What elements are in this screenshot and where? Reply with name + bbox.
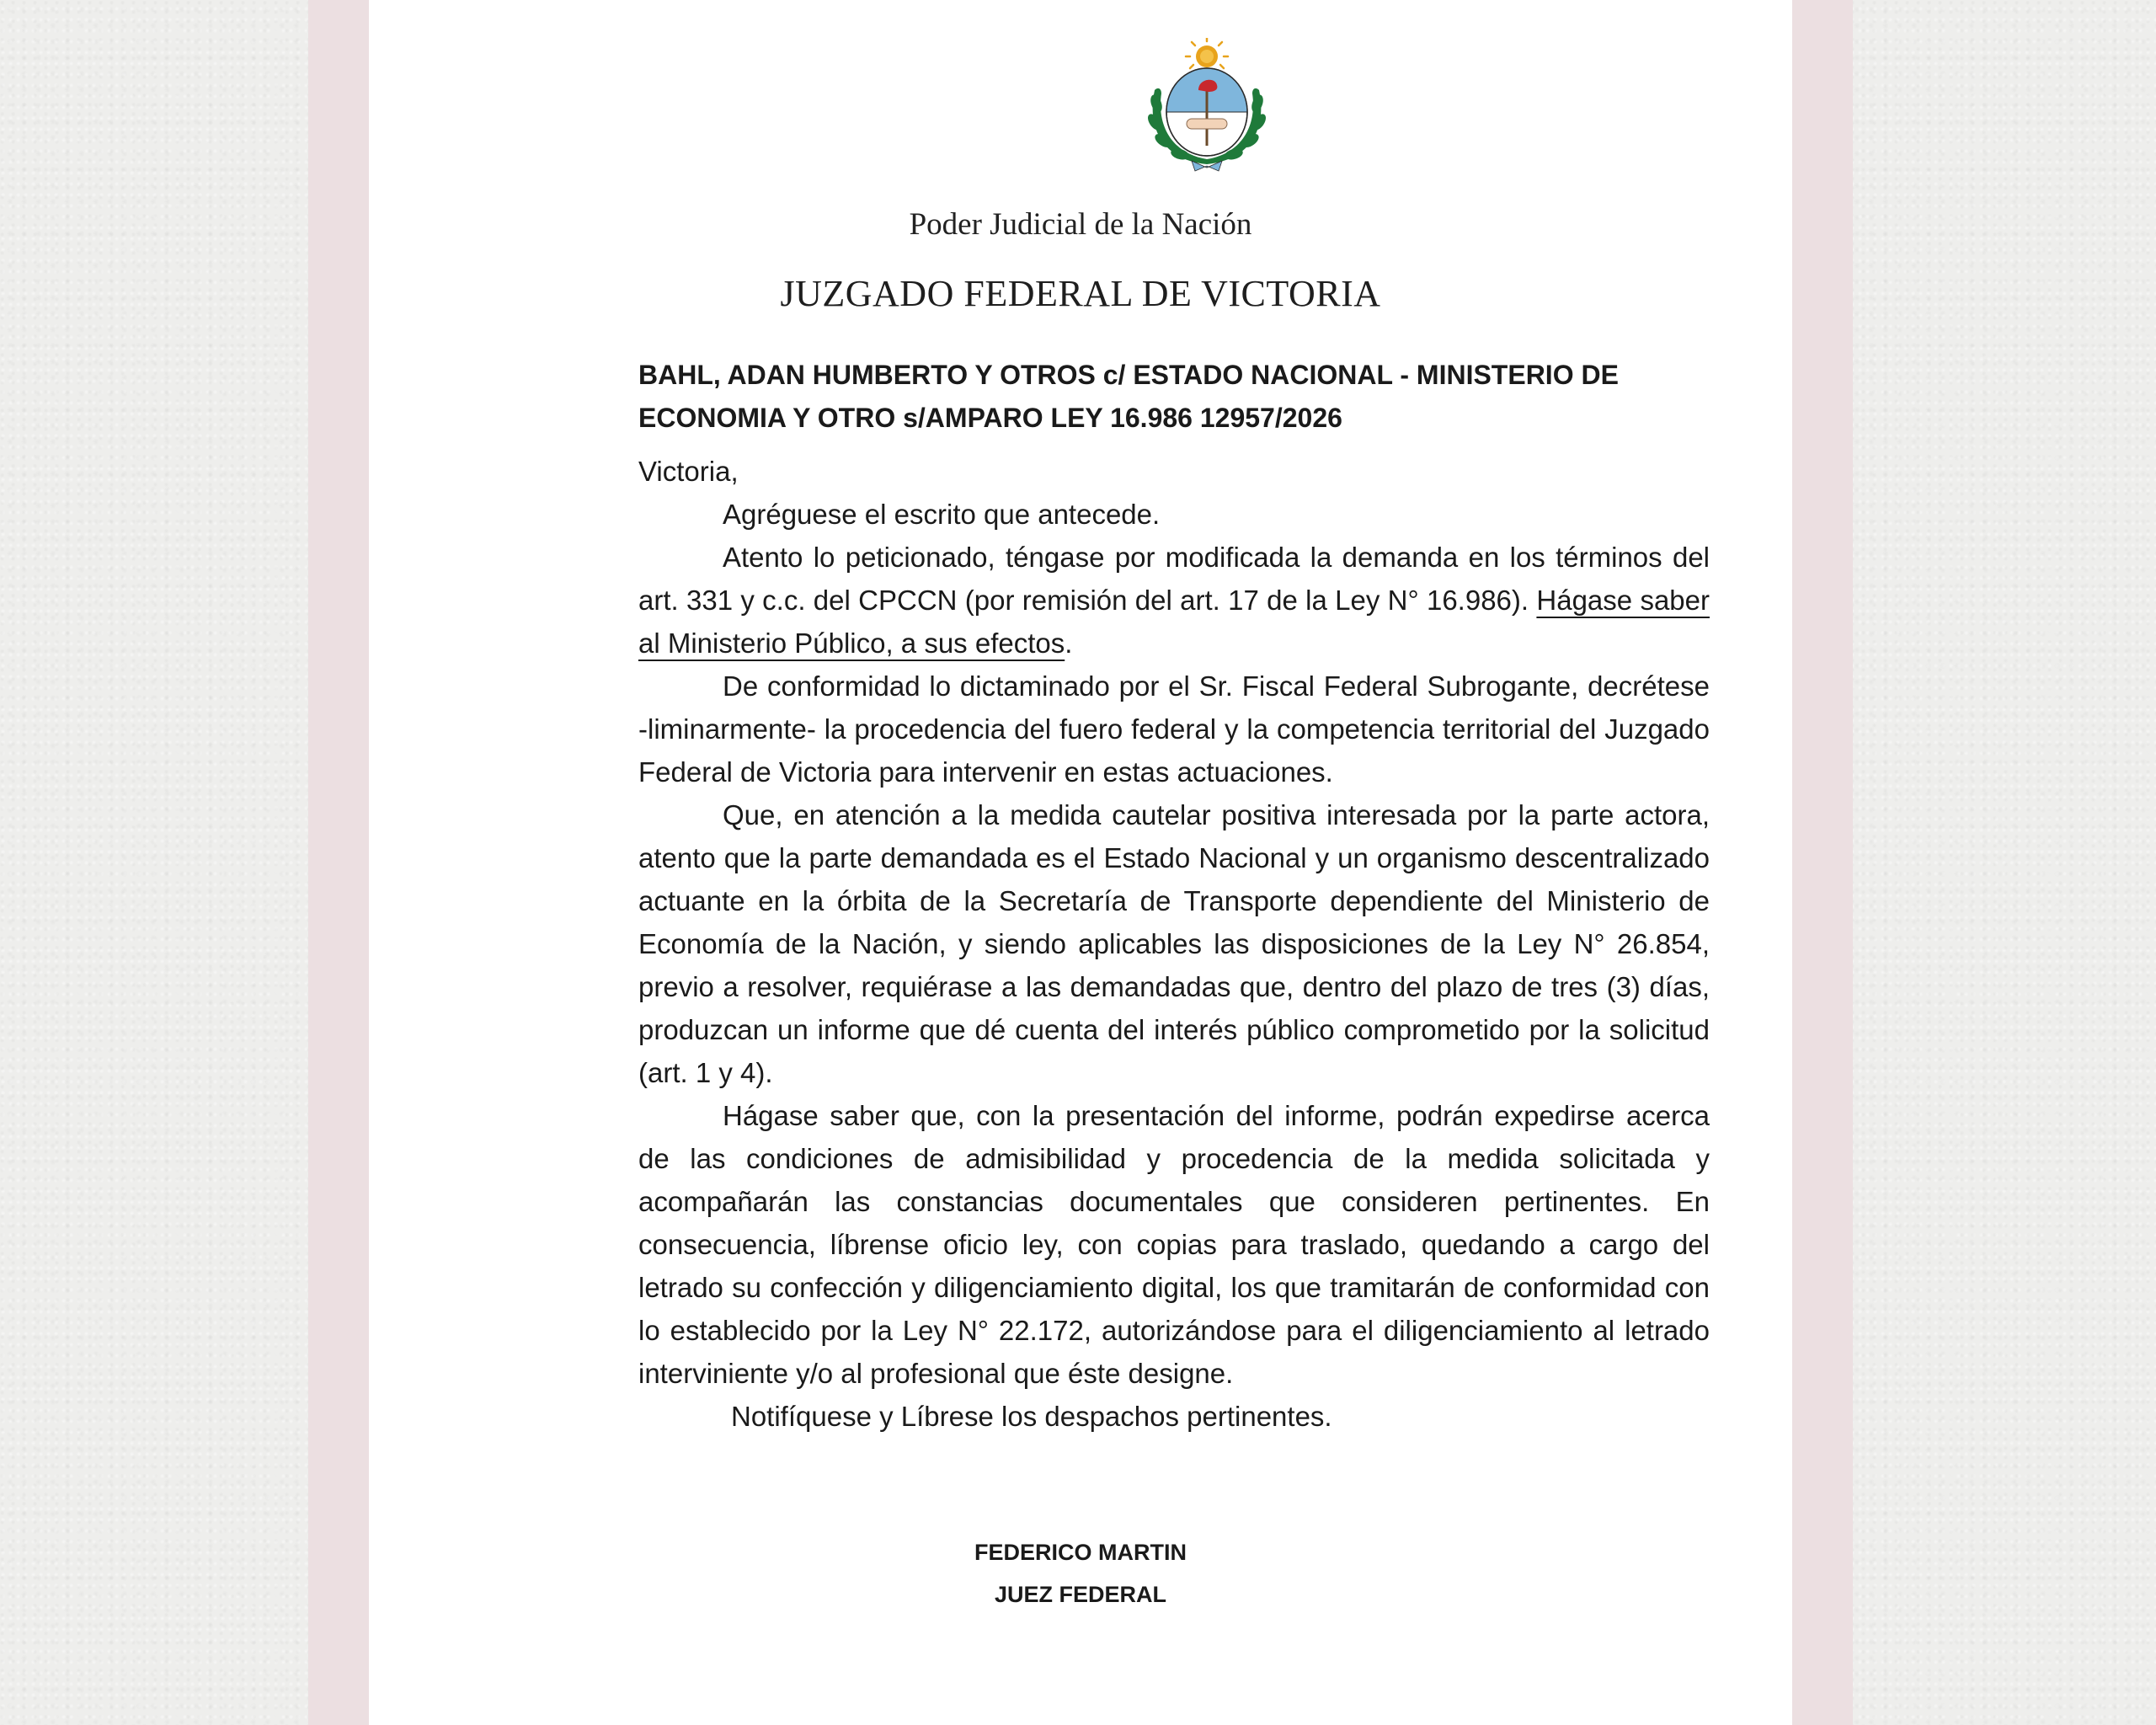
left-page-margin bbox=[308, 0, 369, 1725]
court-name-heading: JUZGADO FEDERAL DE VICTORIA bbox=[780, 273, 1381, 314]
paragraph-5: Hágase saber que, con la presentación del informe, podrán expedirse acerca de las condiciones de admisibilidad y procedencia de la medida solicitada y acompañarán las constancias documentales que consideren pertinentes. En consecuencia, líbrense oficio ley, con copias para traslado, quedando a cargo del letrado su confección y diligenciamiento digital, los que tramitarán de conformidad con lo establecido por la Ley N° 22.172, autorizándose para el diligenciamiento al letrado interviniente y/o al profesional que éste designe. bbox=[638, 1100, 1710, 1389]
sun-icon bbox=[1186, 38, 1228, 68]
paragraph-2-text: Atento lo peticionado, téngase por modificada la demanda en los términos del art. 331 y c.c. del CPCCN (por remisión del art. 17 de la Ley N° 16.986). bbox=[638, 542, 1710, 616]
document-page bbox=[369, 0, 1792, 1725]
document-body bbox=[638, 354, 1710, 1438]
paragraph-2-underlined: Hágase saber al Ministerio Público, a sus efectos bbox=[638, 585, 1710, 659]
paragraph-6: Notifíquese y Líbrese los despachos pertinentes. bbox=[731, 1401, 1332, 1432]
signatory-title: JUEZ FEDERAL bbox=[994, 1582, 1167, 1607]
paragraph-4: Que, en atención a la medida cautelar positiva interesada por la parte actora, atento que la parte demandada es el Estado Nacional y un organismo descentralizado actuante en la órbita de la Secretaría de Transporte dependiente del Ministerio de Economía de la Nación, y siendo aplicables las disposiciones de la Ley N° 26.854, previo a resolver, requiérase a las demandadas que, dentro del plazo de tres (3) días, produzcan un informe que dé cuenta del interés público comprometido por la solicitud (art. 1 y 4). bbox=[638, 799, 1710, 1088]
case-title: BAHL, ADAN HUMBERTO Y OTROS c/ ESTADO NACIONAL - MINISTERIO DE ECONOMIA Y OTRO s/AMPARO LEY 16.986 12957/2026 bbox=[638, 360, 1619, 433]
right-page-margin bbox=[1792, 0, 1853, 1725]
paragraph-3: De conformidad lo dictaminado por el Sr. Fiscal Federal Subrogante, decrétese -liminarmente- la procedencia del fuero federal y la competencia territorial del Juzgado Federal de Victoria para intervenir en estas actuaciones. bbox=[638, 670, 1710, 788]
paragraph-2 bbox=[638, 536, 1710, 665]
poder-judicial-heading: Poder Judicial de la Nación bbox=[909, 207, 1252, 242]
escudo-nacional-argentino-icon bbox=[1131, 38, 1283, 173]
signatory-name: FEDERICO MARTIN bbox=[974, 1540, 1187, 1565]
place-line: Victoria, bbox=[638, 456, 739, 487]
paragraph-2-end: . bbox=[1065, 628, 1073, 659]
paragraph-1: Agréguese el escrito que antecede. bbox=[723, 499, 1161, 530]
shield-icon bbox=[1166, 68, 1247, 156]
